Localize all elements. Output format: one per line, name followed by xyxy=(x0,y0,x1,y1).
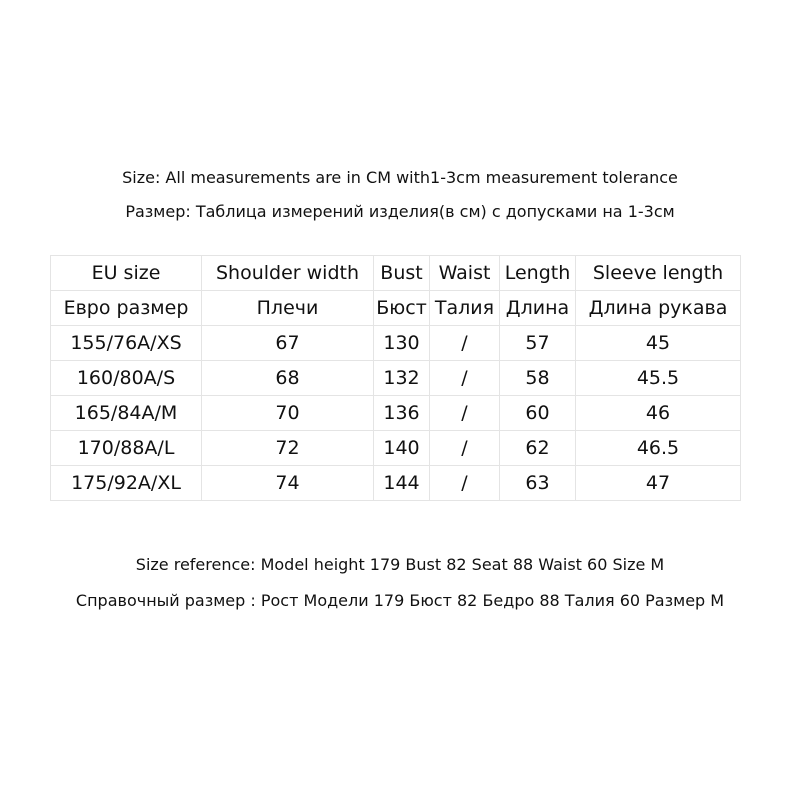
header-cell: Талия xyxy=(430,291,500,326)
bust-cell: 132 xyxy=(374,361,430,396)
size-cell: 175/92A/XL xyxy=(51,466,202,501)
header-cell: Евро размер xyxy=(51,291,202,326)
table-row xyxy=(51,361,741,396)
shoulder-cell: 67 xyxy=(202,326,374,361)
shoulder-cell: 70 xyxy=(202,396,374,431)
sleeve-cell: 46 xyxy=(576,396,741,431)
header-cell: Плечи xyxy=(202,291,374,326)
sleeve-cell: 45.5 xyxy=(576,361,741,396)
waist-cell: / xyxy=(430,396,500,431)
shoulder-cell: 74 xyxy=(202,466,374,501)
length-cell: 58 xyxy=(500,361,576,396)
length-cell: 62 xyxy=(500,431,576,466)
header-cell: Length xyxy=(500,256,576,291)
table-row xyxy=(51,396,741,431)
bust-cell: 136 xyxy=(374,396,430,431)
length-cell: 57 xyxy=(500,326,576,361)
waist-cell: / xyxy=(430,361,500,396)
bust-cell: 130 xyxy=(374,326,430,361)
header-cell: EU size xyxy=(51,256,202,291)
length-cell: 60 xyxy=(500,396,576,431)
size-reference-english: Size reference: Model height 179 Bust 82 Seat 88 Waist 60 Size M xyxy=(135,555,665,574)
bust-cell: 140 xyxy=(374,431,430,466)
size-cell: 155/76A/XS xyxy=(51,326,202,361)
sleeve-cell: 45 xyxy=(576,326,741,361)
table-row xyxy=(51,326,741,361)
sleeve-cell: 46.5 xyxy=(576,431,741,466)
header-cell: Бюст xyxy=(374,291,430,326)
shoulder-cell: 72 xyxy=(202,431,374,466)
waist-cell: / xyxy=(430,431,500,466)
header-cell: Waist xyxy=(430,256,500,291)
size-cell: 165/84A/M xyxy=(51,396,202,431)
header-cell: Длина xyxy=(500,291,576,326)
size-table xyxy=(50,255,741,501)
header-cell: Длина рукава xyxy=(576,291,741,326)
header-cell: Shoulder width xyxy=(202,256,374,291)
table-row xyxy=(51,466,741,501)
header-cell: Bust xyxy=(374,256,430,291)
header-row-english xyxy=(51,256,741,291)
header-row-russian xyxy=(51,291,741,326)
length-cell: 63 xyxy=(500,466,576,501)
table-row xyxy=(51,431,741,466)
size-cell: 170/88A/L xyxy=(51,431,202,466)
sleeve-cell: 47 xyxy=(576,466,741,501)
size-reference-russian: Справочный размер : Рост Модели 179 Бюст 82 Бедро 88 Талия 60 Размер М xyxy=(75,591,725,610)
size-cell: 160/80A/S xyxy=(51,361,202,396)
waist-cell: / xyxy=(430,466,500,501)
shoulder-cell: 68 xyxy=(202,361,374,396)
header-cell: Sleeve length xyxy=(576,256,741,291)
size-note-english: Size: All measurements are in CM with1-3cm measurement tolerance xyxy=(122,168,678,187)
waist-cell: / xyxy=(430,326,500,361)
size-note-russian: Размер: Таблица измерений изделия(в см) с допусками на 1-3см xyxy=(125,202,675,221)
bust-cell: 144 xyxy=(374,466,430,501)
